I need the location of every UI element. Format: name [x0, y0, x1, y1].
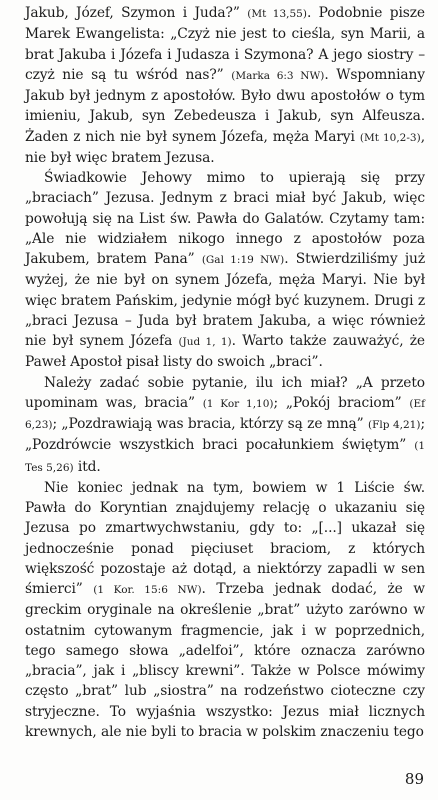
- paragraph-text: Świadkowie Jehowy mimo to upierają się przy „braciach” Jezusa. Jednym z braci miał być Jakub, więc powołują się na List św. Pawła do Galatów. Czytamy tam: „Ale nie widziałem nikogo innego z apostołów poza Jakubem, bratem Pana”: [25, 170, 425, 267]
- bible-reference: (Jud 1, 1): [178, 336, 232, 348]
- paragraph: [25, 168, 425, 373]
- paragraph-text: , nie był więc bratem Jezusa.: [25, 128, 425, 166]
- bible-reference: (Gal 1:19 NW): [201, 254, 285, 266]
- paragraph-text: Jakub, Józef, Szymon i Juda?”: [25, 5, 248, 21]
- paragraph: [25, 373, 425, 478]
- bible-reference: (1 Tes 5,26): [25, 440, 425, 474]
- paragraph-text: Nie koniec jednak na tym, bowiem w 1 Liście św. Pawła do Koryntian znajdujemy relację o ukazaniu się Jezusa po zmartwychwstaniu, gdy to: „[...] ukazał się jednocześnie ponad pięciuset braciom, z których większość pozostaje aż dotąd, a niektórzy zapadli w sen śmierci”: [25, 479, 425, 597]
- paragraph: [25, 3, 425, 168]
- bible-reference: (Flp 4,21): [368, 419, 421, 431]
- paragraph-text: . Wspomniany Jakub był jednym z apostołów. Było dwu apostołów o tym imieniu, Jakub, syn Zebedeusza i Jakub, syn Alfeusza. Żaden z nich nie był synem Józefa, męża Maryi: [25, 66, 425, 145]
- bible-reference: (Marka 6:3 NW): [231, 69, 325, 82]
- paragraph-text: . Warto także zauważyć, że Paweł Apostoł pisał listy do swoich „braci”.: [25, 333, 425, 371]
- paragraph-text: . Podobnie pisze Marek Ewangelista: „Czyż nie jest to cieśla, syn Marii, a brat Jakuba i Józefa i Judasza i Szymona? A jego siostry – czyż nie są tu wśród nas?”: [25, 5, 425, 83]
- bible-reference: (Ef 6,23): [25, 397, 425, 431]
- paragraph-text: Należy zadać sobie pytanie, ilu ich miał? „A przeto upominam was, bracia”: [25, 374, 425, 411]
- bible-reference: (1 Kor 1,10): [202, 397, 274, 410]
- bible-reference: (1 Kor. 15:6 NW): [93, 584, 202, 596]
- paragraph-text: itd.: [73, 458, 101, 475]
- paragraph-text: . Trzeba jednak dodać, że w greckim oryginale na określenie „brat” użyto zarówno w ostatnim cytowanym fragmencie, jak i w poprzednich, tego samego słowa „adelfoi”, które oznacza zarówno „bracia”, jak i „bliscy krewni”. Także w Polsce mówimy często „brat” lub „siostra” na rodzeństwo cioteczne czy stryjeczne. To wyjaśnia wszystko: Jezus miał licznych krewnych, ale nie byli to bracia w polskim znaczeniu tego: [25, 581, 425, 740]
- paragraph: [25, 478, 425, 742]
- paragraph-text: ; „Pozdrówcie wszystkich braci pocałunkiem świętym”: [25, 416, 425, 454]
- paragraph-text: . Stwierdziliśmy już wyżej, że nie był on synem Józefa, męża Maryi. Nie był więc bratem Pańskim, jedynie mógł być kuzynem. Drugi z „braci Jezusa – Juda był bratem Jakuba, a więc również nie był synem Józefa: [25, 251, 425, 349]
- bible-reference: (Mt 10,2-3): [359, 131, 421, 144]
- paragraph-text: ; „Pozdrawiają was bracia, którzy są ze mną”: [52, 416, 369, 432]
- page-number: 89: [404, 770, 424, 788]
- bible-reference: (Mt 13,55): [247, 8, 307, 20]
- paragraph-text: ; „Pokój braciom”: [273, 394, 410, 411]
- body-text: [25, 3, 425, 742]
